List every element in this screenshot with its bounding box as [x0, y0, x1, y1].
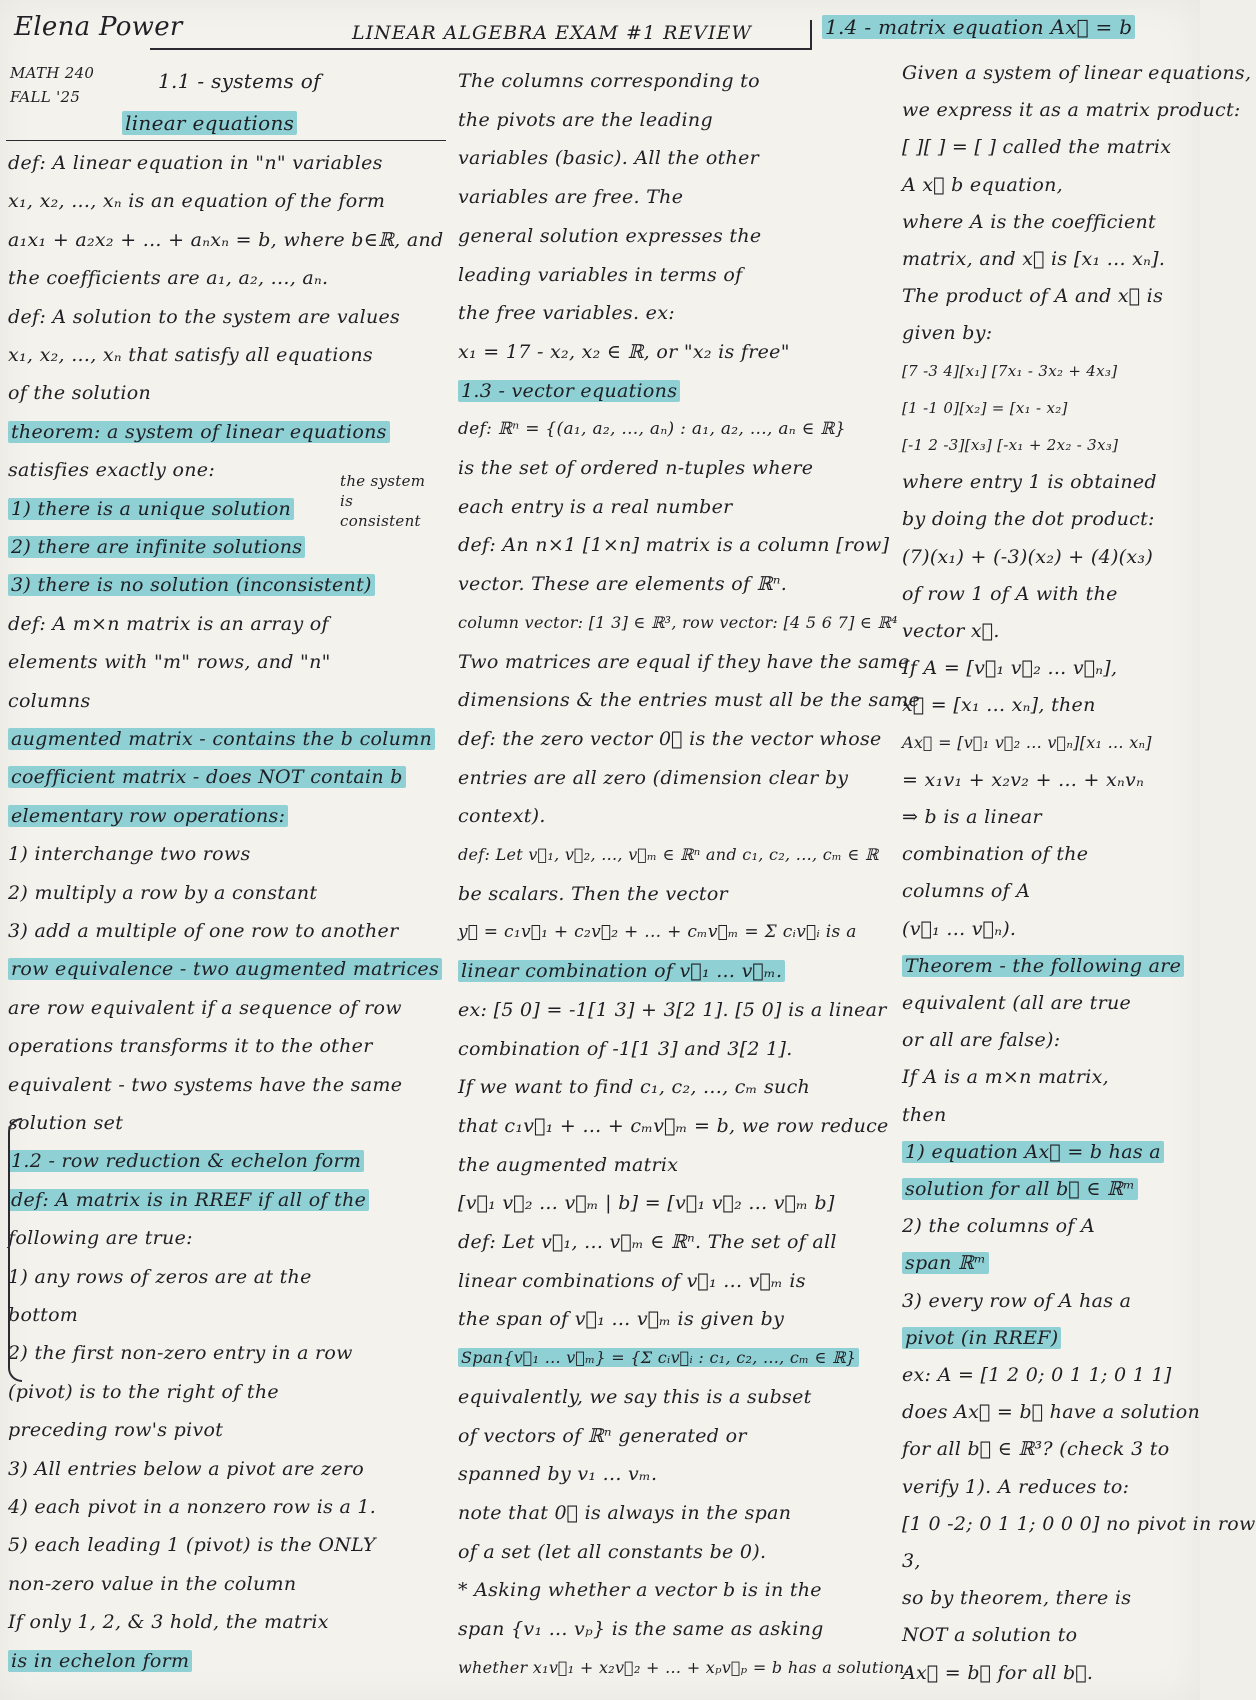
- left-highlight: augmented matrix - contains the b column: [8, 728, 435, 750]
- left-line: equivalent - two systems have the same: [8, 1073, 403, 1096]
- right-highlight: Theorem - the following are: [902, 955, 1184, 977]
- right-line: Ax⃗ = b⃗ for all b⃗.: [902, 1661, 1094, 1684]
- left-line: satisfies exactly one:: [8, 459, 216, 482]
- right-line: given by:: [902, 322, 993, 345]
- middle-line: the augmented matrix: [458, 1153, 679, 1176]
- author-signature: Elena Power: [14, 12, 183, 42]
- left-line: following are true:: [8, 1227, 193, 1250]
- right-line: [902, 1176, 1138, 1202]
- right-line: Given a system of linear equations,: [902, 62, 1252, 84]
- right-line: [902, 1325, 1061, 1351]
- right-line: [-1 2 -3][x₃] [-x₁ + 2x₂ - 3x₃]: [902, 436, 1119, 454]
- right-line: 3,: [902, 1550, 921, 1572]
- middle-line: def: the zero vector 0⃗ is the vector whose: [458, 727, 882, 750]
- middle-line: [v⃗₁ v⃗₂ ... v⃗ₘ | b] = [v⃗₁ v⃗₂ ... v⃗ₘ b]: [458, 1192, 835, 1215]
- middle-line: [458, 1345, 859, 1371]
- left-line: 3) add a multiple of one row to another: [8, 920, 399, 942]
- left-line: 3) All entries below a pivot are zero: [8, 1457, 365, 1480]
- middle-line: The columns corresponding to: [458, 70, 760, 92]
- middle-line: column vector: [1 3] ∈ ℝ³, row vector: [4 5 6 7] ∈ ℝ⁴: [458, 612, 898, 632]
- middle-line: ex: [5 0] = -1[1 3] + 3[2 1]. [5 0] is a linear: [458, 998, 887, 1021]
- middle-line: whether x₁v⃗₁ + x₂v⃗₂ + ... + xₚv⃗ₚ = b has a solution.: [458, 1657, 910, 1677]
- left-highlight: 1.2 - row reduction & echelon form: [8, 1150, 364, 1172]
- left-line: [8, 1648, 192, 1674]
- right-line: [902, 953, 1184, 979]
- left-line: [8, 572, 375, 598]
- left-highlight: is in echelon form: [8, 1650, 192, 1672]
- system-label-3: consistent: [340, 512, 421, 530]
- section-title-1-1-b: [122, 110, 297, 136]
- right-line: ⇒ b is a linear: [902, 806, 1042, 828]
- middle-line: * Asking whether a vector b is in the: [458, 1579, 822, 1602]
- left-line: bottom: [8, 1304, 79, 1326]
- term-label: FALL '25: [10, 88, 81, 106]
- left-line: [8, 419, 390, 445]
- right-line: does Ax⃗ = b⃗ have a solution: [902, 1401, 1201, 1424]
- right-line: = x₁v₁ + x₂v₂ + ... + xₙvₙ: [902, 768, 1145, 791]
- left-highlight: 2) there are infinite solutions: [8, 536, 305, 558]
- left-line: solution set: [8, 1112, 124, 1134]
- middle-highlight: Span{v⃗₁ ... v⃗ₘ} = {Σ cᵢv⃗ᵢ : c₁, c₂, ..., cₘ ∈ ℝ}: [458, 1348, 859, 1367]
- middle-highlight: linear combination of v⃗₁ ... v⃗ₘ.: [458, 960, 785, 982]
- course-label: MATH 240: [10, 64, 95, 82]
- section-title-1-1: [158, 68, 321, 94]
- right-line: where entry 1 is obtained: [902, 471, 1157, 494]
- left-line: non-zero value in the column: [8, 1572, 297, 1595]
- middle-highlight: 1.3 - vector equations: [458, 380, 680, 402]
- middle-line: is the set of ordered n-tuples where: [458, 457, 814, 479]
- left-line: a₁x₁ + a₂x₂ + ... + aₙxₙ = b, where b∈ℝ, and: [8, 228, 444, 251]
- right-line: [902, 1139, 1164, 1165]
- middle-line: each entry is a real number: [458, 495, 733, 518]
- column-divider: [810, 20, 812, 50]
- left-line: 1) interchange two rows: [8, 843, 251, 866]
- right-line: [1 -1 0][x₂] = [x₁ - x₂]: [902, 398, 1068, 417]
- left-line: 4) each pivot in a nonzero row is a 1.: [8, 1496, 377, 1518]
- rref-bracket: [8, 1118, 22, 1382]
- system-label-2: is: [340, 492, 354, 510]
- left-line: operations transforms it to the other: [8, 1035, 373, 1058]
- right-line: [ ][ ] = [ ] called the matrix: [902, 136, 1172, 159]
- right-line: [902, 1250, 989, 1276]
- section-rule: [6, 140, 446, 141]
- right-line: columns of A: [902, 880, 1031, 903]
- left-line: 1) any rows of zeros are at the: [8, 1265, 312, 1288]
- section-title-line-2: linear equations: [122, 111, 297, 135]
- left-highlight: row equivalence - two augmented matrices: [8, 958, 442, 980]
- middle-line: that c₁v⃗₁ + ... + cₘv⃗ₘ = b, we row reduce: [458, 1114, 889, 1137]
- middle-line: variables (basic). All the other: [458, 147, 759, 170]
- left-line: def: A m×n matrix is an array of: [8, 612, 329, 635]
- left-line: 2) multiply a row by a constant: [8, 881, 318, 904]
- middle-line: span {v₁ ... vₚ} is the same as asking: [458, 1618, 824, 1640]
- left-line: (pivot) is to the right of the: [8, 1380, 279, 1403]
- right-line: The product of A and x⃗ is: [902, 285, 1164, 308]
- left-highlight: theorem: a system of linear equations: [8, 421, 390, 443]
- right-line: for all b⃗ ∈ ℝ³? (check 3 to: [902, 1438, 1170, 1461]
- left-line: the coefficients are a₁, a₂, ..., aₙ.: [8, 267, 329, 290]
- right-line: by doing the dot product:: [902, 508, 1155, 531]
- left-line: 2) the first non-zero entry in a row: [8, 1342, 353, 1365]
- middle-line: y⃗ = c₁v⃗₁ + c₂v⃗₂ + ... + cₘv⃗ₘ = Σ cᵢv⃗ᵢ is a: [458, 922, 857, 943]
- middle-line: def: ℝⁿ = {(a₁, a₂, ..., aₙ) : a₁, a₂, ..., aₙ ∈ ℝ}: [458, 419, 846, 440]
- right-line: of row 1 of A with the: [902, 582, 1118, 605]
- middle-line: of vectors of ℝⁿ generated or: [458, 1424, 747, 1447]
- middle-line: general solution expresses the: [458, 224, 762, 247]
- middle-line: leading variables in terms of: [458, 263, 743, 286]
- right-line: [1 0 -2; 0 1 1; 0 0 0] no pivot in row: [902, 1512, 1256, 1535]
- middle-line: equivalently, we say this is a subset: [458, 1385, 812, 1408]
- right-line: A x⃗ b equation,: [902, 173, 1064, 196]
- middle-line: dimensions & the entries must all be the same: [458, 689, 921, 712]
- left-line: [8, 496, 294, 522]
- middle-line: def: Let v⃗₁, v⃗₂, ..., v⃗ₘ ∈ ℝⁿ and c₁, c₂, ..., cₘ ∈ ℝ: [458, 845, 879, 864]
- section-title-line-1: 1.1 - systems of: [158, 69, 321, 93]
- left-line: [8, 726, 435, 752]
- right-line: equivalent (all are true: [902, 992, 1132, 1014]
- left-line: elements with "m" rows, and "n": [8, 651, 331, 674]
- left-line: [8, 803, 288, 829]
- middle-line: [458, 378, 680, 404]
- left-line: [8, 764, 406, 790]
- left-highlight: 3) there is no solution (inconsistent): [8, 574, 375, 596]
- left-line: x₁, x₂, ..., xₙ is an equation of the form: [8, 190, 386, 213]
- middle-line: be scalars. Then the vector: [458, 882, 728, 905]
- left-line: def: A linear equation in "n" variables: [8, 152, 383, 174]
- right-highlight: span ℝᵐ: [902, 1252, 989, 1274]
- page-title: LINEAR ALGEBRA EXAM #1 REVIEW: [352, 22, 752, 44]
- left-line: x₁, x₂, ..., xₙ that satisfy all equations: [8, 344, 373, 366]
- right-line: combination of the: [902, 843, 1089, 866]
- right-highlight: pivot (in RREF): [902, 1327, 1061, 1349]
- left-highlight: coefficient matrix - does NOT contain b: [8, 766, 406, 788]
- right-line: (7)(x₁) + (-3)(x₂) + (4)(x₃): [902, 545, 1154, 568]
- left-line: [8, 534, 305, 560]
- middle-line: x₁ = 17 - x₂, x₂ ∈ ℝ, or "x₂ is free": [458, 340, 790, 363]
- right-line: we express it as a matrix product:: [902, 99, 1241, 122]
- right-line: where A is the coefficient: [902, 210, 1156, 233]
- right-line: then: [902, 1103, 947, 1126]
- middle-line: def: An n×1 [1×n] matrix is a column [row]: [458, 534, 890, 557]
- left-line: [8, 1187, 369, 1213]
- right-line: or all are false):: [902, 1029, 1061, 1052]
- right-line: 3) every row of A has a: [902, 1289, 1132, 1312]
- left-highlight: def: A matrix is in RREF if all of the: [8, 1189, 369, 1211]
- right-line: verify 1). A reduces to:: [902, 1475, 1130, 1498]
- right-line: ex: A = [1 2 0; 0 1 1; 0 1 1]: [902, 1364, 1172, 1386]
- middle-line: Two matrices are equal if they have the same: [458, 650, 910, 673]
- right-line: so by theorem, there is: [902, 1587, 1132, 1610]
- system-label-1: the system: [340, 472, 426, 490]
- middle-line: def: Let v⃗₁, ... v⃗ₘ ∈ ℝⁿ. The set of all: [458, 1231, 837, 1253]
- right-line: If A is a m×n matrix,: [902, 1066, 1109, 1089]
- left-line: If only 1, 2, & 3 hold, the matrix: [8, 1611, 329, 1634]
- right-line: (v⃗₁ ... v⃗ₙ).: [902, 917, 1017, 940]
- left-line: [8, 1148, 364, 1174]
- left-highlight: elementary row operations:: [8, 805, 288, 827]
- middle-line: the pivots are the leading: [458, 108, 713, 131]
- middle-line: the span of v⃗₁ ... v⃗ₘ is given by: [458, 1308, 785, 1331]
- right-line: NOT a solution to: [902, 1624, 1078, 1647]
- middle-line: entries are all zero (dimension clear by: [458, 766, 849, 789]
- middle-line: note that 0⃗ is always in the span: [458, 1501, 792, 1524]
- section-title-1-4: [822, 14, 1135, 40]
- middle-line: context).: [458, 805, 546, 828]
- right-line: x⃗ = [x₁ ... xₙ], then: [902, 694, 1096, 717]
- left-line: def: A solution to the system are values: [8, 305, 401, 328]
- left-line: of the solution: [8, 382, 152, 405]
- section-title-text: 1.4 - matrix equation Ax⃗ = b: [822, 15, 1135, 39]
- right-highlight: 1) equation Ax⃗ = b has a: [902, 1141, 1164, 1163]
- right-line: [7 -3 4][x₁] [7x₁ - 3x₂ + 4x₃]: [902, 361, 1118, 380]
- middle-line: spanned by v₁ ... vₘ.: [458, 1463, 658, 1486]
- right-line: matrix, and x⃗ is [x₁ ... xₙ].: [902, 248, 1166, 270]
- middle-line: If we want to find c₁, c₂, ..., cₘ such: [458, 1076, 811, 1099]
- left-line: 5) each leading 1 (pivot) is the ONLY: [8, 1534, 376, 1557]
- middle-line: [458, 958, 785, 984]
- middle-line: variables are free. The: [458, 186, 684, 209]
- left-line: are row equivalent if a sequence of row: [8, 996, 402, 1019]
- right-line: If A = [v⃗₁ v⃗₂ ... v⃗ₙ],: [902, 657, 1118, 680]
- middle-line: of a set (let all constants be 0).: [458, 1540, 767, 1563]
- right-line: vector x⃗.: [902, 620, 1000, 642]
- left-line: [8, 956, 442, 982]
- left-line: preceding row's pivot: [8, 1419, 224, 1442]
- right-line: Ax⃗ = [v⃗₁ v⃗₂ ... v⃗ₙ][x₁ ... xₙ]: [902, 732, 1152, 752]
- right-line: 2) the columns of A: [902, 1215, 1096, 1238]
- middle-line: linear combinations of v⃗₁ ... v⃗ₘ is: [458, 1269, 806, 1292]
- middle-line: vector. These are elements of ℝⁿ.: [458, 573, 788, 596]
- middle-line: combination of -1[1 3] and 3[2 1].: [458, 1037, 793, 1060]
- left-line: columns: [8, 689, 91, 712]
- header-rule: [150, 48, 810, 50]
- left-highlight: 1) there is a unique solution: [8, 498, 294, 520]
- middle-line: the free variables. ex:: [458, 302, 675, 325]
- right-highlight: solution for all b⃗ ∈ ℝᵐ: [902, 1178, 1138, 1200]
